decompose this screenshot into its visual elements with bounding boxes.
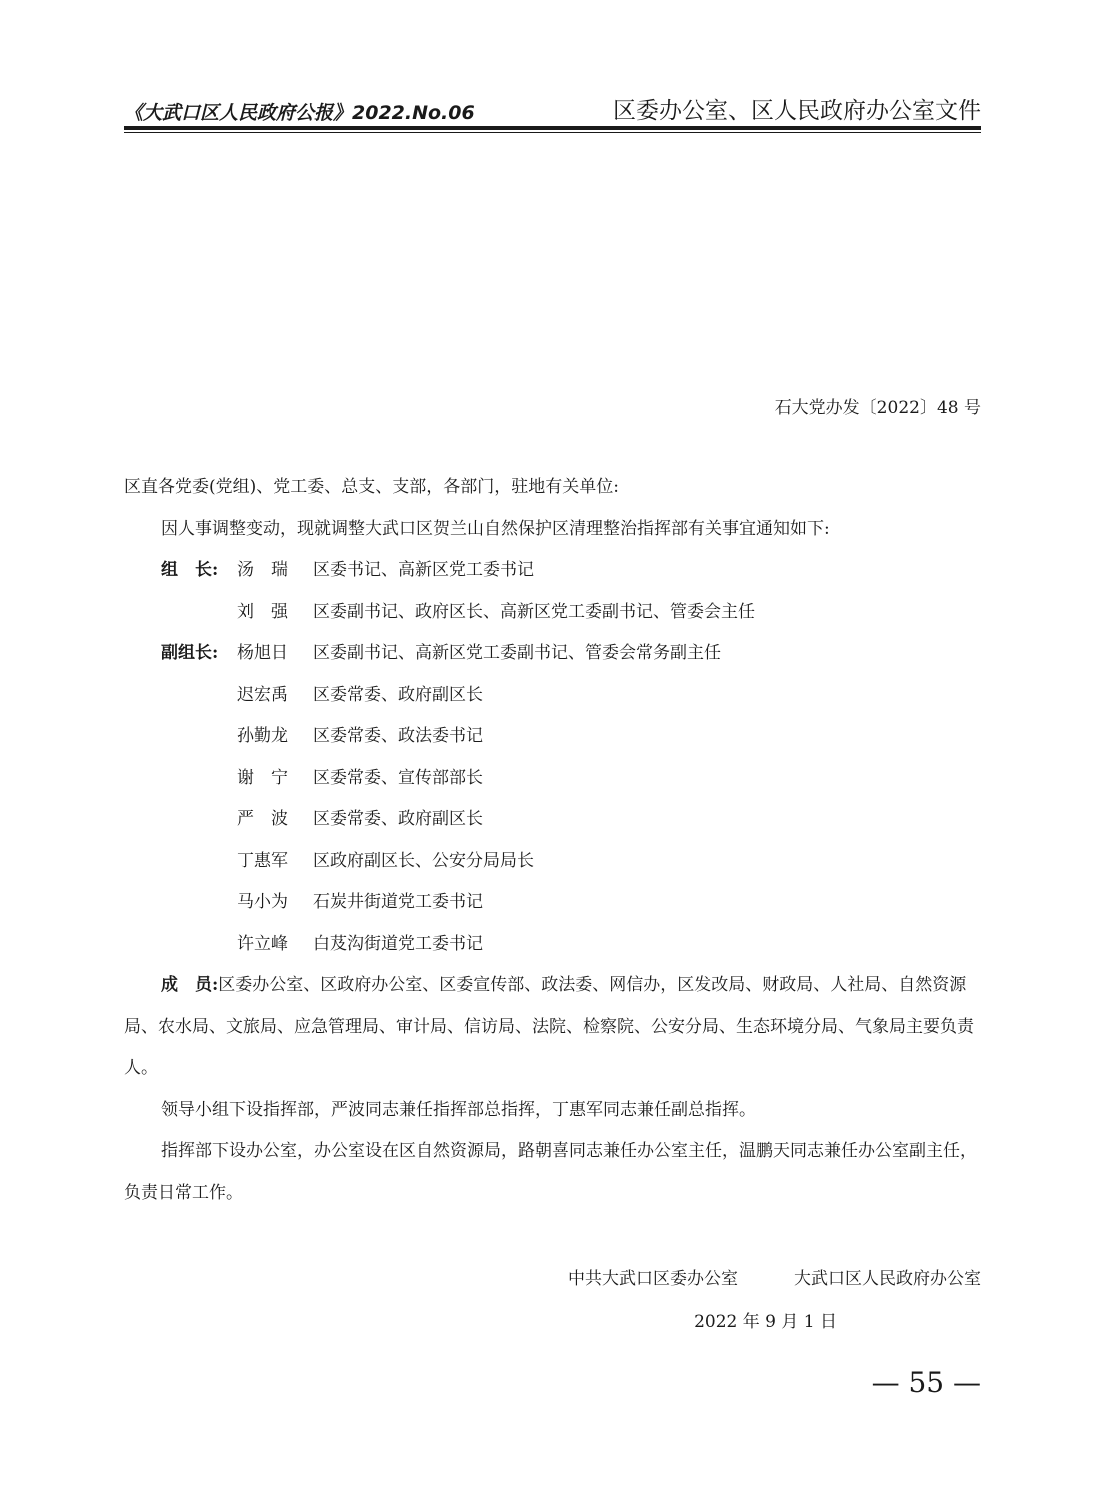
person-title: 区委书记、高新区党工委书记 <box>313 560 534 580</box>
person-name: 汤 瑞 <box>237 560 288 580</box>
deputy-row <box>124 882 984 924</box>
deputy-row <box>124 758 984 800</box>
person-name: 杨旭日 <box>237 643 288 663</box>
role-label <box>124 799 237 841</box>
headquarters-paragraph: 领导小组下设指挥部，严波同志兼任指挥部总指挥，丁惠军同志兼任副总指挥。 <box>161 1099 756 1120</box>
role-label: 组 长: <box>161 560 219 580</box>
person-name: 丁惠军 <box>237 850 288 871</box>
recipients: 区直各党委(党组)、党工委、总支、支部，各部门，驻地有关单位: <box>124 477 619 497</box>
deputy-row <box>124 716 984 758</box>
person-name: 许立峰 <box>237 933 288 954</box>
leader-row <box>124 550 984 592</box>
role-label <box>124 924 237 966</box>
gazette-title: 《大武口区人民政府公报》2022.No.06 <box>124 102 475 124</box>
signature-government-office: 大武口区人民政府办公室 <box>794 1269 981 1289</box>
person-title: 石炭井街道党工委书记 <box>313 892 483 912</box>
issue-date: 2022 年 9 月 1 日 <box>694 1312 837 1332</box>
person-title: 区委副书记、政府区长、高新区党工委副书记、管委会主任 <box>313 601 755 622</box>
person-title: 区委常委、政府副区长 <box>313 809 483 829</box>
deputy-row <box>124 924 984 966</box>
person-name: 谢 宁 <box>237 767 288 788</box>
person-name: 刘 强 <box>237 601 288 622</box>
person-title: 白芨沟街道党工委书记 <box>313 933 483 954</box>
document-type: 区委办公室、区人民政府办公室文件 <box>613 98 981 124</box>
deputy-row <box>124 841 984 883</box>
role-label <box>124 716 237 758</box>
person-title: 区委常委、宣传部部长 <box>313 767 483 788</box>
role-label <box>124 758 237 800</box>
role-label <box>124 841 237 883</box>
deputy-row <box>124 633 984 675</box>
intro-paragraph: 因人事调整变动，现就调整大武口区贺兰山自然保护区清理整治指挥部有关事宜通知如下: <box>161 518 830 539</box>
document-number: 石大党办发〔2022〕48 号 <box>774 398 981 418</box>
deputy-row <box>124 675 984 717</box>
role-label <box>124 882 237 924</box>
header-rule-thick <box>124 126 981 130</box>
role-label <box>124 592 237 634</box>
header-rule-thin <box>124 132 981 133</box>
role-label <box>124 675 237 717</box>
document-body <box>124 467 984 1214</box>
members-role-label: 成 员: <box>161 975 219 995</box>
person-name: 孙勤龙 <box>237 726 288 746</box>
page-header <box>124 92 981 128</box>
signatures <box>568 1264 981 1289</box>
deputy-row <box>124 799 984 841</box>
signature-party-office: 中共大武口区委办公室 <box>568 1269 738 1289</box>
role-label: 副组长: <box>161 643 219 663</box>
person-name: 迟宏禹 <box>237 684 288 705</box>
person-name: 马小为 <box>237 892 288 912</box>
members-paragraph <box>124 965 984 1090</box>
person-title: 区委常委、政法委书记 <box>313 726 483 746</box>
page-number: — 55 — <box>871 1366 981 1399</box>
person-name: 严 波 <box>237 809 288 829</box>
members-text: 区委办公室、区政府办公室、区委宣传部、政法委、网信办，区发改局、财政局、人社局、自然资源局、农水局、文旅局、应急管理局、审计局、信访局、法院、检察院、公安分局、生态环境分局、气象局主要负责人。 <box>124 975 974 1078</box>
office-paragraph: 指挥部下设办公室，办公室设在区自然资源局，路朝喜同志兼任办公室主任，温鹏天同志兼任办公室副主任，负责日常工作。 <box>124 1141 977 1203</box>
person-title: 区委副书记、高新区党工委副书记、管委会常务副主任 <box>313 643 721 663</box>
person-title: 区政府副区长、公安分局局长 <box>313 850 534 871</box>
person-title: 区委常委、政府副区长 <box>313 684 483 705</box>
leader-row <box>124 592 984 634</box>
